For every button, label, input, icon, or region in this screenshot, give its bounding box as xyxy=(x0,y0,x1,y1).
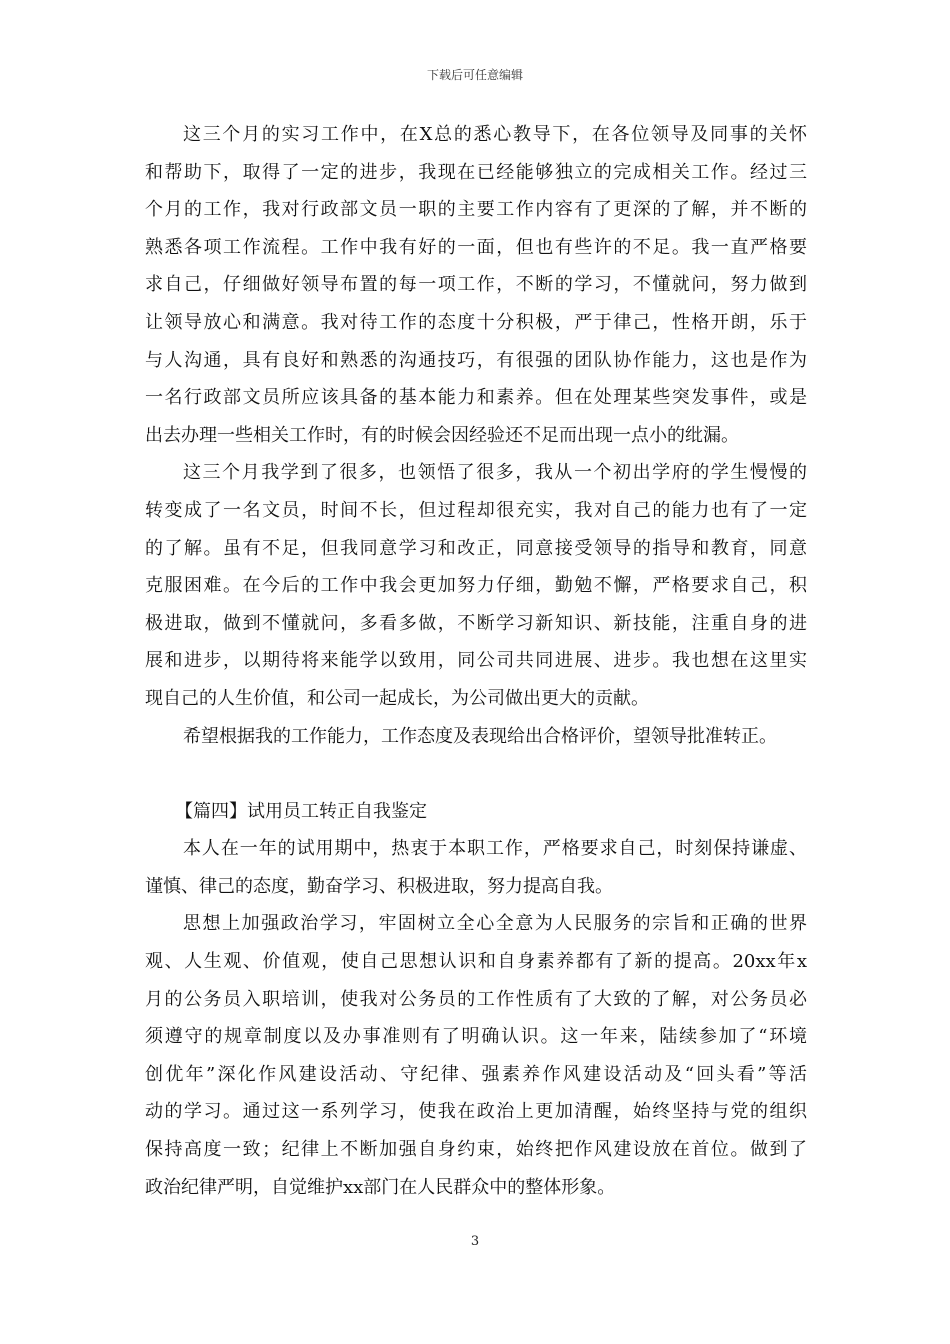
paragraph-political-study xyxy=(145,905,807,1206)
document-body xyxy=(145,116,807,1206)
text-line: 这三个月我学到了很多，也领悟了很多，我从一个初出学府的学生慢慢的 xyxy=(183,462,807,484)
text-line: 让领导放心和满意。我对待工作的态度十分积极，严于律己，性格开朗，乐于 xyxy=(145,311,807,333)
text-line: 个月的工作，我对行政部文员一职的主要工作内容有了更深的了解，并不断的 xyxy=(145,199,807,221)
text-line: 克服困难。在今后的工作中我会更加努力仔细，勤勉不懈，严格要求自己，积 xyxy=(145,575,807,597)
text-line: 思想上加强政治学习，牢固树立全心全意为人民服务的宗旨和正确的世界 xyxy=(183,913,807,935)
text-line: 现自己的人生价值，和公司一起成长，为公司做出更大的贡献。 xyxy=(145,687,649,709)
paragraph-internship-summary xyxy=(145,116,807,454)
paragraph-learning-growth xyxy=(145,454,807,717)
page-header: 下载后可任意编辑 xyxy=(426,68,523,82)
text-line: 月的公务员入职培训，使我对公务员的工作性质有了大致的了解，对公务员必 xyxy=(145,988,807,1010)
text-line: 保持高度一致；纪律上不断加强自身约束，始终把作风建设放在首位。做到了 xyxy=(145,1139,807,1161)
text-line: 和帮助下，取得了一定的进步，我现在已经能够独立的完成相关工作。经过三 xyxy=(145,161,807,183)
text-line: 政治纪律严明，自觉维护xx部门在人民群众中的整体形象。 xyxy=(145,1176,616,1198)
text-line: 求自己，仔细做好领导布置的每一项工作，不断的学习，不懂就问，努力做到 xyxy=(145,274,807,296)
text-line: 极进取，做到不懂就问，多看多做，不断学习新知识、新技能，注重自身的进 xyxy=(145,612,807,634)
text-line: 一名行政部文员所应该具备的基本能力和素养。但在处理某些突发事件，或是 xyxy=(145,387,807,409)
text-line: 本人在一年的试用期中，热衷于本职工作，严格要求自己，时刻保持谦虚、 xyxy=(183,838,807,860)
text-line: 转变成了一名文员，时间不长，但过程却很充实，我对自己的能力也有了一定 xyxy=(145,499,807,521)
text-line: 熟悉各项工作流程。工作中我有好的一面，但也有些许的不足。我一直严格要 xyxy=(145,236,807,258)
text-line: 出去办理一些相关工作时，有的时候会因经验还不足而出现一点小的纰漏。 xyxy=(145,424,739,446)
text-line: 创优年”深化作风建设活动、守纪律、强素养作风建设活动及“回头看”等活 xyxy=(145,1063,807,1085)
paragraph-probation-intro xyxy=(145,830,807,905)
section-spacer xyxy=(145,755,807,793)
text-line: 谨慎、律己的态度，勤奋学习、积极进取，努力提高自我。 xyxy=(145,875,613,897)
text-line: 的了解。虽有不足，但我同意学习和改正，同意接受领导的指导和教育，同意 xyxy=(145,537,807,559)
page-number: 3 xyxy=(470,1234,480,1249)
text-line: 与人沟通，具有良好和熟悉的沟通技巧，有很强的团队协作能力，这也是作为 xyxy=(145,349,807,371)
section-heading: 【篇四】试用员工转正自我鉴定 xyxy=(175,800,427,822)
text-line: 动的学习。通过这一系列学习，使我在政治上更加清醒，始终坚持与党的组织 xyxy=(145,1101,807,1123)
paragraph-request xyxy=(145,718,807,756)
text-line: 希望根据我的工作能力，工作态度及表现给出合格评价，望领导批准转正。 xyxy=(183,725,777,747)
text-line: 这三个月的实习工作中，在X总的悉心教导下，在各位领导及同事的关怀 xyxy=(183,124,807,145)
text-line: 须遵守的规章制度以及办事准则有了明确认识。这一年来，陆续参加了“环境 xyxy=(145,1026,807,1048)
text-line: 观、人生观、价值观，使自己思想认识和自身素养都有了新的提高。20xx年x xyxy=(145,951,807,973)
text-line: 展和进步，以期待将来能学以致用，同公司共同进展、进步。我也想在这里实 xyxy=(145,650,807,672)
